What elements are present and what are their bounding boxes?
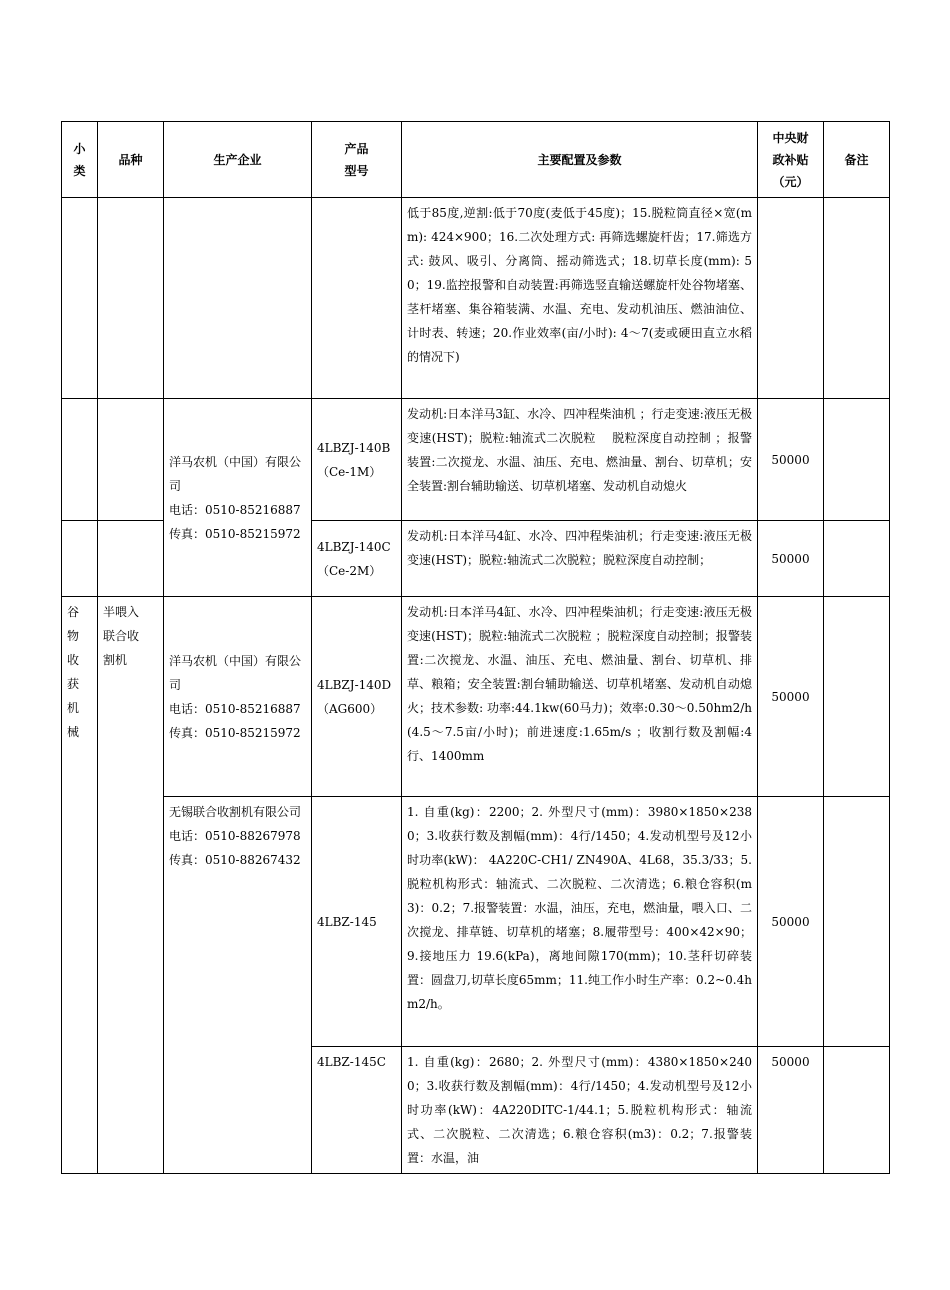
category-cell: 谷 物 收 获 机 械 [62,597,98,1174]
header-remarks: 备注 [824,122,890,198]
specs-cell: 发动机:日本洋马4缸、水冷、四冲程柴油机；行走变速:液压无极变速(HST)；脱粒:轴流式二次脱粒 ；脱粒深度自动控制；报警装置:二次搅龙、水温、油压、充电、燃油量、割台、切草机、排草、粮箱；安全装置:割台辅助输送、切草机堵塞、发动机自动熄火；技术参数: 功率:44.1kw(60马力)；效率:0.30～0.50hm2/h(4.5～7.5亩/小时)；前进速度:1.65m/s ；收割行数及割幅:4行、1400mm [402,597,758,797]
subsidy-cell: 50000 [758,399,824,521]
category-cell-top-3 [62,521,98,597]
company-cell: 洋马农机（中国）有限公司 电话：0510-85216887 传真：0510-85215972 [164,597,312,797]
header-specs: 主要配置及参数 [402,122,758,198]
subsidy-cell: 50000 [758,797,824,1047]
specs-cell: 1. 自重(kg)：2680；2. 外型尺寸(mm)：4380×1850×2400；3.收获行数及割幅(mm)：4行/1450；4.发动机型号及12小时功率(kW)：4A220DITC-1/44.1；5.脱粒机构形式：轴流式、二次脱粒、二次清选；6.粮仓容积(m3)：0.2；7.报警装置：水温，油 [402,1047,758,1174]
remarks-cell [824,597,890,797]
specs-cell: 发动机:日本洋马4缸、水冷、四冲程柴油机；行走变速:液压无极变速(HST)；脱粒:轴流式二次脱粒；脱粒深度自动控制； [402,521,758,597]
variety-cell-top-2 [98,399,164,521]
subsidy-cell: 50000 [758,521,824,597]
company-cell [164,198,312,399]
table-row [62,198,890,399]
model-cell: 4LBZJ-140B （Ce-1M） [312,399,402,521]
table-row [62,797,890,1047]
header-variety: 品种 [98,122,164,198]
specs-cell: 发动机:日本洋马3缸、水冷、四冲程柴油机 ；行走变速:液压无极变速(HST)；脱粒:轴流式二次脱粒 脱粒深度自动控制 ；报警装置:二次搅龙、水温、油压、充电、燃油量、割台、切草机；安全装置:割台辅助输送、切草机堵塞、发动机自动熄火 [402,399,758,521]
specs-cell: 低于85度,逆割:低于70度(麦低于45度)；15.脱粒筒直径×宽(mm): 424×900；16.二次处理方式: 再筛选螺旋杆齿；17.筛选方式: 鼓风、吸引、分离筒、摇动筛选式；18.切草长度(mm): 50；19.监控报警和自动装置:再筛选竖直输送螺旋杆处谷物堵塞、茎杆堵塞、集谷箱装满、水温、充电、发动机油压、燃油油位、计时表、转速；20.作业效率(亩/小时): 4～7(麦或硬田直立水稻的情况下) [402,198,758,399]
subsidy-table [61,121,890,1174]
subsidy-cell [758,198,824,399]
specs-cell: 1. 自重(kg)：2200；2. 外型尺寸(mm)：3980×1850×2380；3.收获行数及割幅(mm)：4行/1450；4.发动机型号及12小时功率(kW)： 4A220C-CH1/ ZN490A、4L68，35.3/33；5.脱粒机构形式：轴流式、二次脱粒、二次清选；6.粮仓容积(m3)：0.2；7.报警装置：水温，油压，充电，燃油量，喂入口、二次搅龙、排草链、切草机的堵塞；8.履带型号：400×42×90；9.接地压力 19.6(kPa)，离地间隙170(mm)；10.茎秆切碎装置：圆盘刀,切草长度65mm；11.纯工作小时生产率：0.2~0.4hm2/h。 [402,797,758,1047]
category-cell-top-2 [62,399,98,521]
category-cell-top [62,198,98,399]
variety-cell-top-3 [98,521,164,597]
company-cell: 洋马农机（中国）有限公司 电话：0510-85216887 传真：0510-85215972 [164,399,312,597]
model-cell: 4LBZJ-140C （Ce-2M） [312,521,402,597]
subsidy-cell: 50000 [758,597,824,797]
header-category: 小 类 [62,122,98,198]
model-cell [312,198,402,399]
remarks-cell [824,198,890,399]
table-row [62,597,890,797]
company-cell: 无锡联合收割机有限公司 电话：0510-88267978 传真：0510-88267432 [164,797,312,1174]
header-row [62,122,890,198]
model-cell: 4LBZ-145C [312,1047,402,1174]
subsidy-cell: 50000 [758,1047,824,1174]
remarks-cell [824,797,890,1047]
variety-cell: 半喂入 联合收 割机 [98,597,164,1174]
table-row [62,399,890,521]
remarks-cell [824,1047,890,1174]
header-model: 产品 型号 [312,122,402,198]
remarks-cell [824,521,890,597]
remarks-cell [824,399,890,521]
variety-cell-top [98,198,164,399]
header-company: 生产企业 [164,122,312,198]
model-cell: 4LBZ-145 [312,797,402,1047]
header-subsidy: 中央财 政补贴 （元） [758,122,824,198]
model-cell: 4LBZJ-140D（AG600） [312,597,402,797]
